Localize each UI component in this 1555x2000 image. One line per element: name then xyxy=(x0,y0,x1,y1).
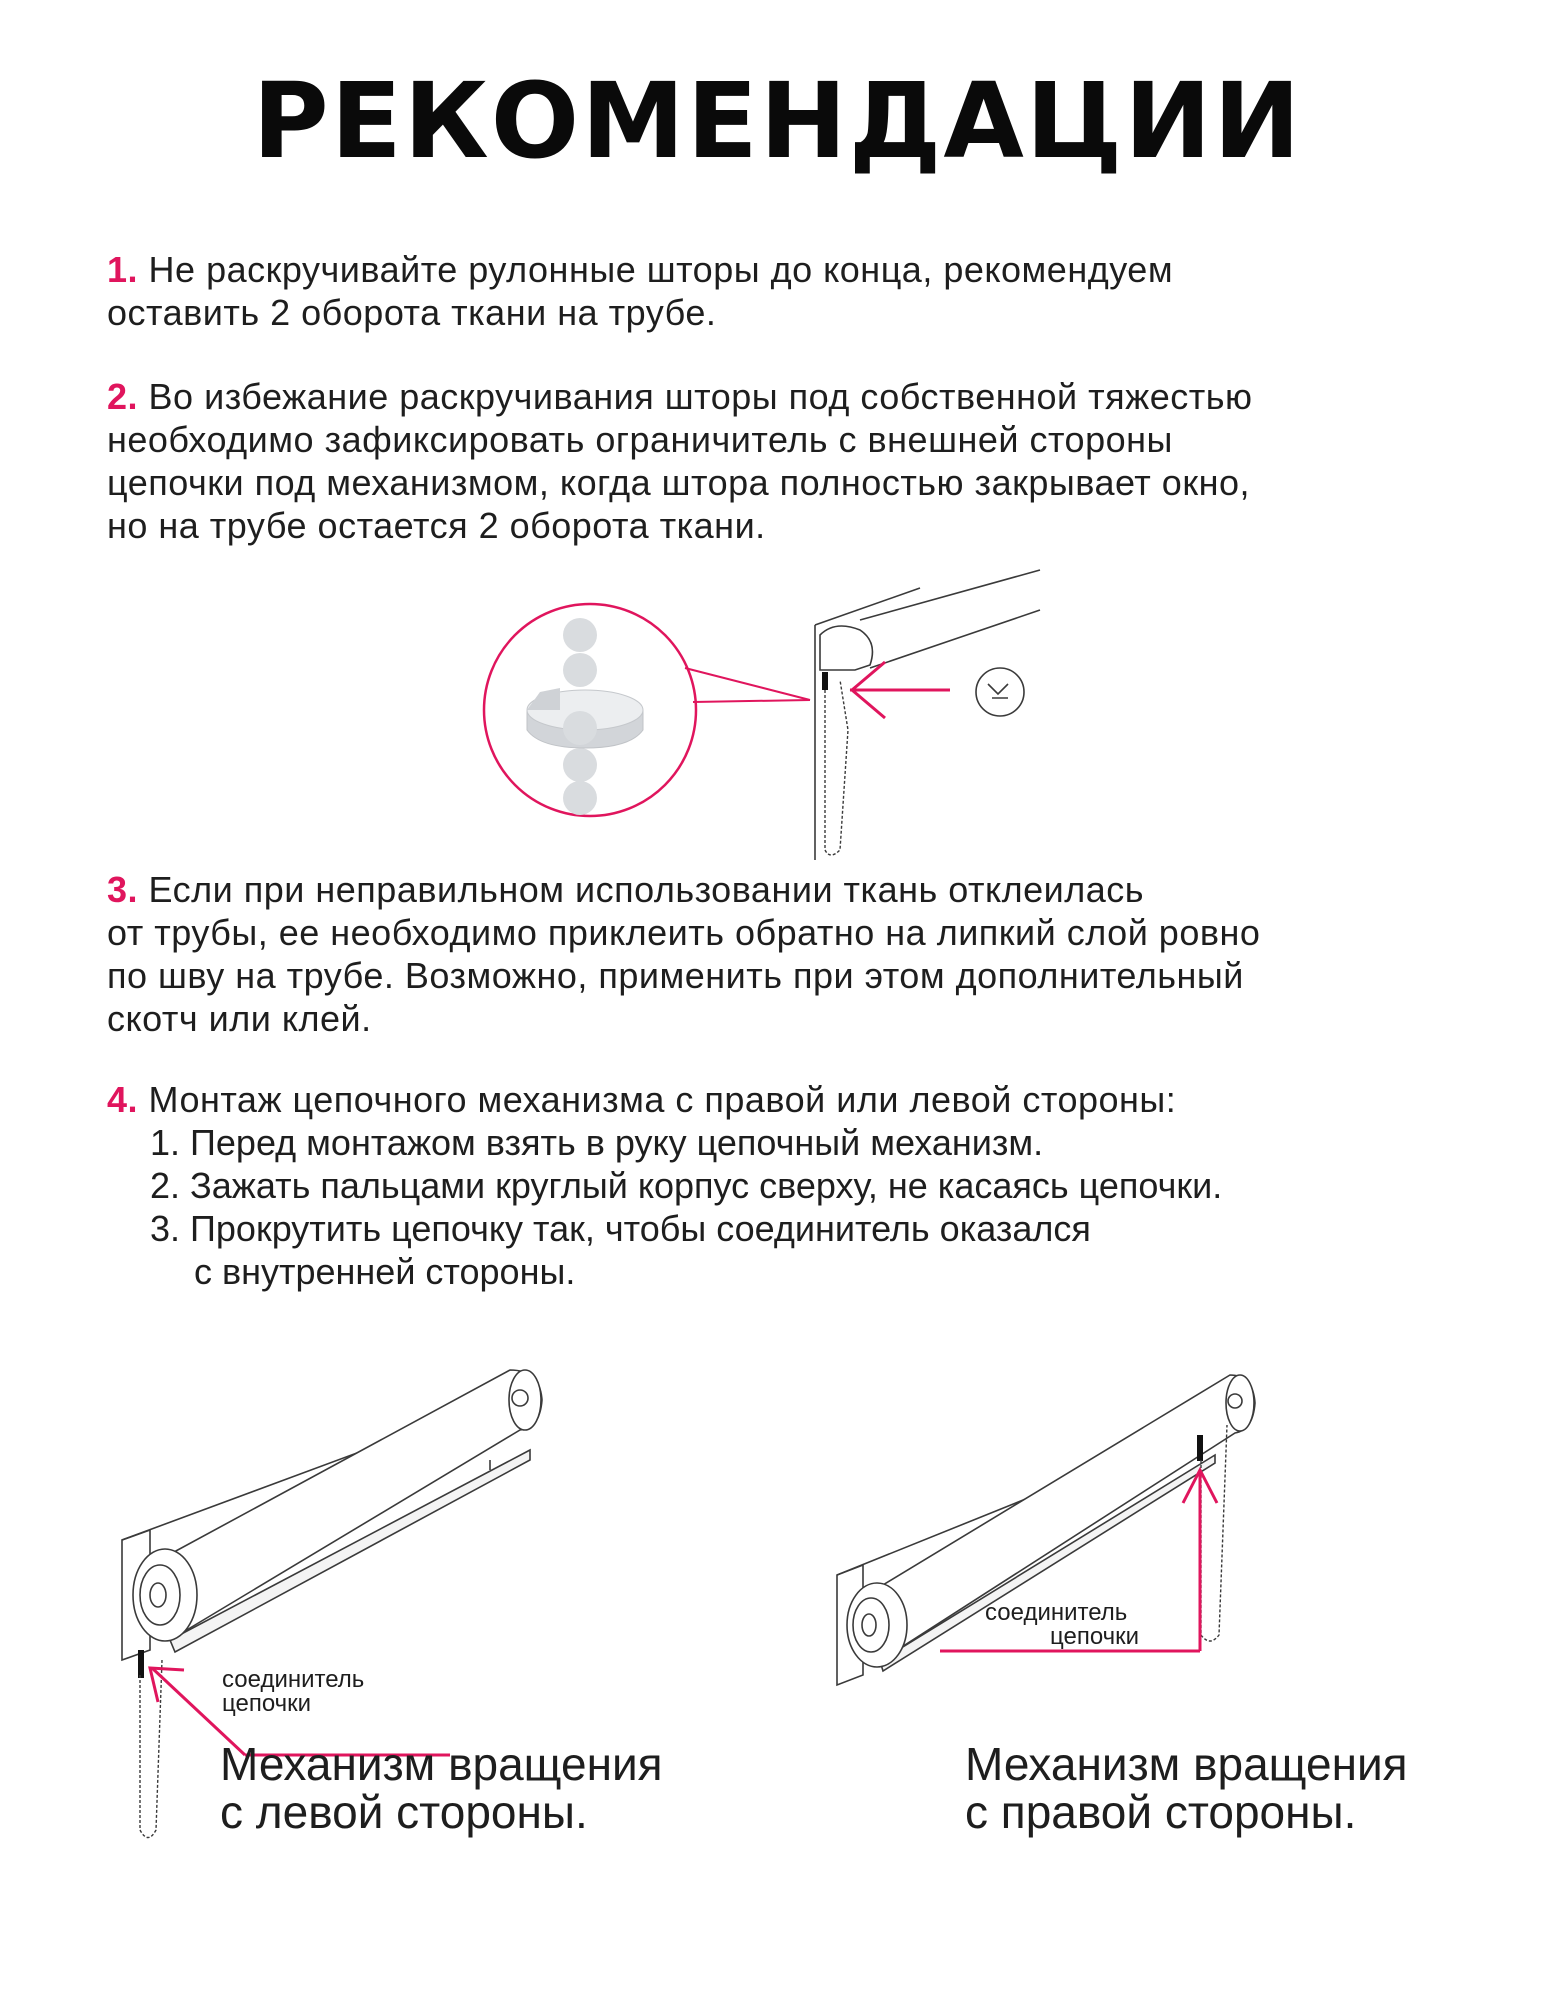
arrow-icon xyxy=(850,662,950,718)
rec-number: 1. xyxy=(107,249,139,290)
rec-text: скотч или клей. xyxy=(107,998,372,1039)
rec-text: оставить 2 оборота ткани на трубе. xyxy=(107,292,717,333)
connector-label-left: соединитель xyxy=(222,1666,365,1693)
rec-text: по шву на трубе. Возможно, применить при этом дополнительный xyxy=(107,955,1244,996)
rec-text: Во избежание раскручивания шторы под собственной тяжестью xyxy=(148,376,1253,417)
rec-number: 2. xyxy=(107,376,139,417)
step-3: 3. Прокрутить цепочку так, чтобы соединитель оказался xyxy=(150,1208,1091,1249)
rec-line xyxy=(107,1078,1487,1121)
connector-label-left-2: цепочки xyxy=(222,1690,312,1717)
connector-label-right: соединитель xyxy=(985,1599,1128,1626)
rec-text: Не раскручивайте рулонные шторы до конца, рекомендуем xyxy=(148,249,1174,290)
recommendation-3 xyxy=(107,868,1487,1040)
left-caption-2: с левой стороны. xyxy=(220,1786,588,1838)
rec-text: Если при неправильном использовании ткань отклеилась xyxy=(148,869,1145,910)
rec-text: Монтаж цепочного механизма с правой или левой стороны: xyxy=(148,1079,1177,1120)
step-1: 1. Перед монтажом взять в руку цепочный механизм. xyxy=(150,1122,1044,1163)
recommendation-4 xyxy=(107,1078,1487,1121)
roller-blind-right xyxy=(835,1335,1265,1715)
right-caption-1: Механизм вращения xyxy=(965,1738,1408,1790)
rec-text: но на трубе остается 2 оборота ткани. xyxy=(107,505,766,546)
step-3-continued: с внутренней стороны. xyxy=(194,1251,576,1292)
chain-lineart xyxy=(825,680,848,855)
recommendation-2 xyxy=(107,375,1487,547)
rec-line xyxy=(107,868,1487,911)
connector-label-right-2: цепочки xyxy=(1050,1623,1140,1650)
left-caption-1: Механизм вращения xyxy=(220,1738,663,1790)
rec-line xyxy=(107,248,1487,291)
stopper-icon xyxy=(976,668,1024,716)
rec-text: от трубы, ее необходимо приклеить обратно на липкий слой ровно xyxy=(107,912,1261,953)
step-2: 2. Зажать пальцами круглый корпус сверху, не касаясь цепочки. xyxy=(150,1165,1223,1206)
rec-number: 3. xyxy=(107,869,139,910)
right-caption-2: с правой стороны. xyxy=(965,1786,1357,1838)
rec-text: цепочки под механизмом, когда штора полностью закрывает окно, xyxy=(107,462,1250,503)
rec-number: 4. xyxy=(107,1079,139,1120)
stopper-diagram xyxy=(480,580,1060,870)
recommendation-1 xyxy=(107,248,1487,334)
rec-text: необходимо зафиксировать ограничитель с внешней стороны xyxy=(107,419,1173,460)
page-title: РЕКОМЕНДАЦИИ xyxy=(252,60,1303,182)
rec-line xyxy=(107,375,1487,418)
